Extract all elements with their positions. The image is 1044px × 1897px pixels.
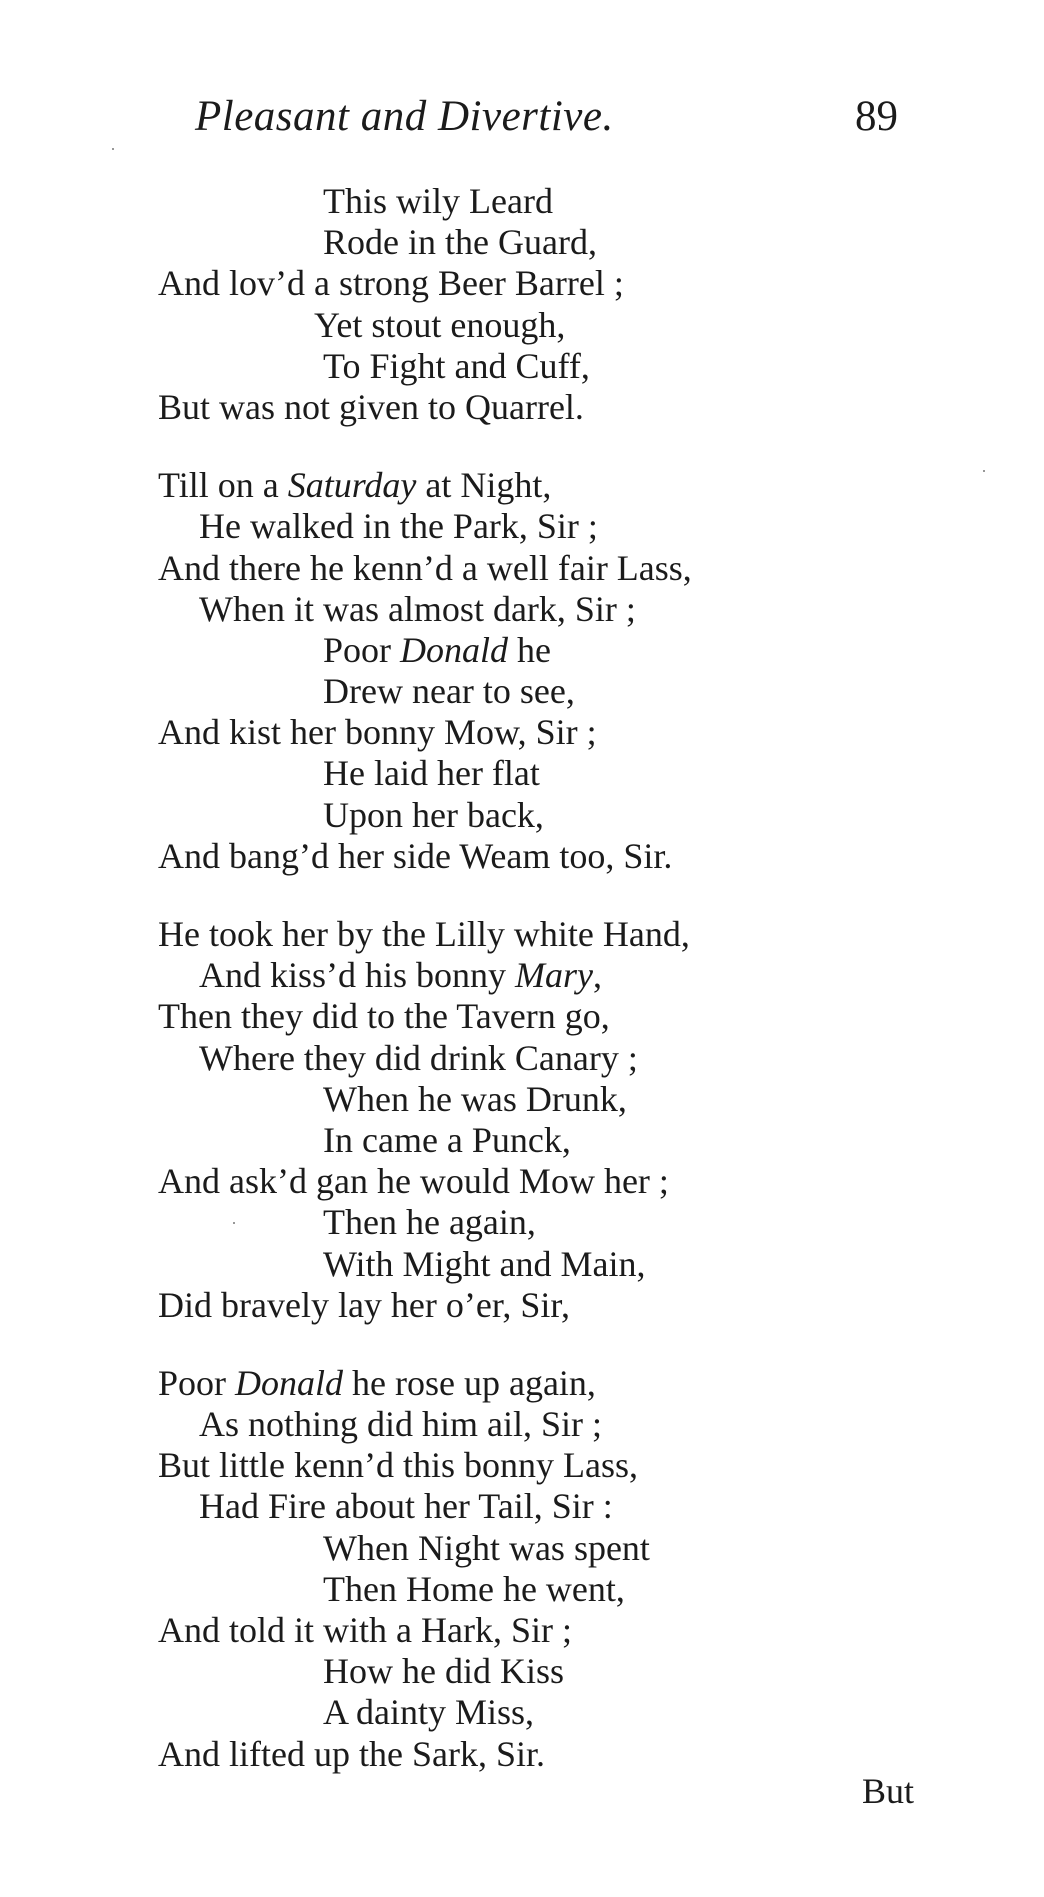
verse-line: But was not given to Quarrel.: [158, 386, 584, 427]
stanza-break: [158, 877, 692, 914]
stanza-1: [158, 181, 692, 428]
verse-line: Then Home he went,: [323, 1568, 625, 1609]
verse-line: Then they did to the Tavern go,: [158, 996, 610, 1037]
verse-line: When he was Drunk,: [323, 1078, 627, 1119]
poem-text: [158, 181, 692, 1775]
stanza-break: [158, 1326, 692, 1363]
catchword: But: [862, 1771, 915, 1811]
verse-line: In came a Punck,: [323, 1119, 571, 1160]
verse-line: Upon her back,: [323, 794, 544, 835]
running-head-title: Pleasant and Divertive.: [195, 93, 614, 140]
verse-line: Poor Donald he: [323, 629, 551, 670]
verse-line: Till on a Saturday at Night,: [158, 465, 552, 506]
verse-line: He walked in the Park, Sir ;: [199, 506, 598, 547]
verse-line: When Night was spent: [323, 1527, 650, 1568]
verse-line: But little kenn’d this bonny Lass,: [158, 1445, 638, 1486]
verse-line: He took her by the Lilly white Hand,: [158, 914, 690, 954]
verse-line: Did bravely lay her o’er, Sir,: [158, 1284, 570, 1325]
verse-line: And there he kenn’d a well fair Lass,: [158, 547, 692, 588]
verse-line: To Fight and Cuff,: [323, 345, 590, 386]
stanza-break: [158, 428, 692, 465]
stanza-2: [158, 465, 692, 877]
verse-line: This wily Leard: [323, 181, 553, 221]
verse-line: Then he again,: [323, 1202, 536, 1243]
verse-line: Poor Donald he rose up again,: [158, 1362, 596, 1403]
verse-line: Yet stout enough,: [314, 304, 566, 345]
paper-speck: [983, 470, 985, 472]
verse-line: A dainty Miss,: [323, 1692, 535, 1733]
verse-line: And told it with a Hark, Sir ;: [158, 1610, 572, 1650]
verse-line: He laid her flat: [323, 753, 540, 794]
verse-line: Where they did drink Canary ;: [199, 1037, 638, 1078]
verse-line: As nothing did him ail, Sir ;: [199, 1404, 603, 1445]
verse-line: Had Fire about her Tail, Sir :: [199, 1486, 613, 1527]
verse-line: How he did Kiss: [323, 1651, 564, 1692]
verse-line: Drew near to see,: [323, 671, 575, 712]
verse-line: Rode in the Guard,: [323, 222, 597, 263]
verse-line: And lov’d a strong Beer Barrel ;: [158, 263, 624, 304]
paper-speck: [233, 1222, 235, 1224]
paper-speck: [112, 148, 114, 150]
verse-line: And kiss’d his bonny Mary,: [199, 955, 603, 996]
verse-line: And bang’d her side Weam too, Sir.: [158, 835, 673, 876]
verse-line: And kist her bonny Mow, Sir ;: [158, 712, 597, 753]
stanza-3: [158, 914, 692, 1326]
verse-line: With Might and Main,: [323, 1243, 646, 1284]
page-number: 89: [855, 93, 898, 140]
verse-line: And lifted up the Sark, Sir.: [158, 1733, 545, 1774]
verse-line: And ask’d gan he would Mow her ;: [158, 1161, 669, 1202]
verse-line: When it was almost dark, Sir ;: [199, 588, 636, 629]
stanza-4: [158, 1363, 692, 1775]
